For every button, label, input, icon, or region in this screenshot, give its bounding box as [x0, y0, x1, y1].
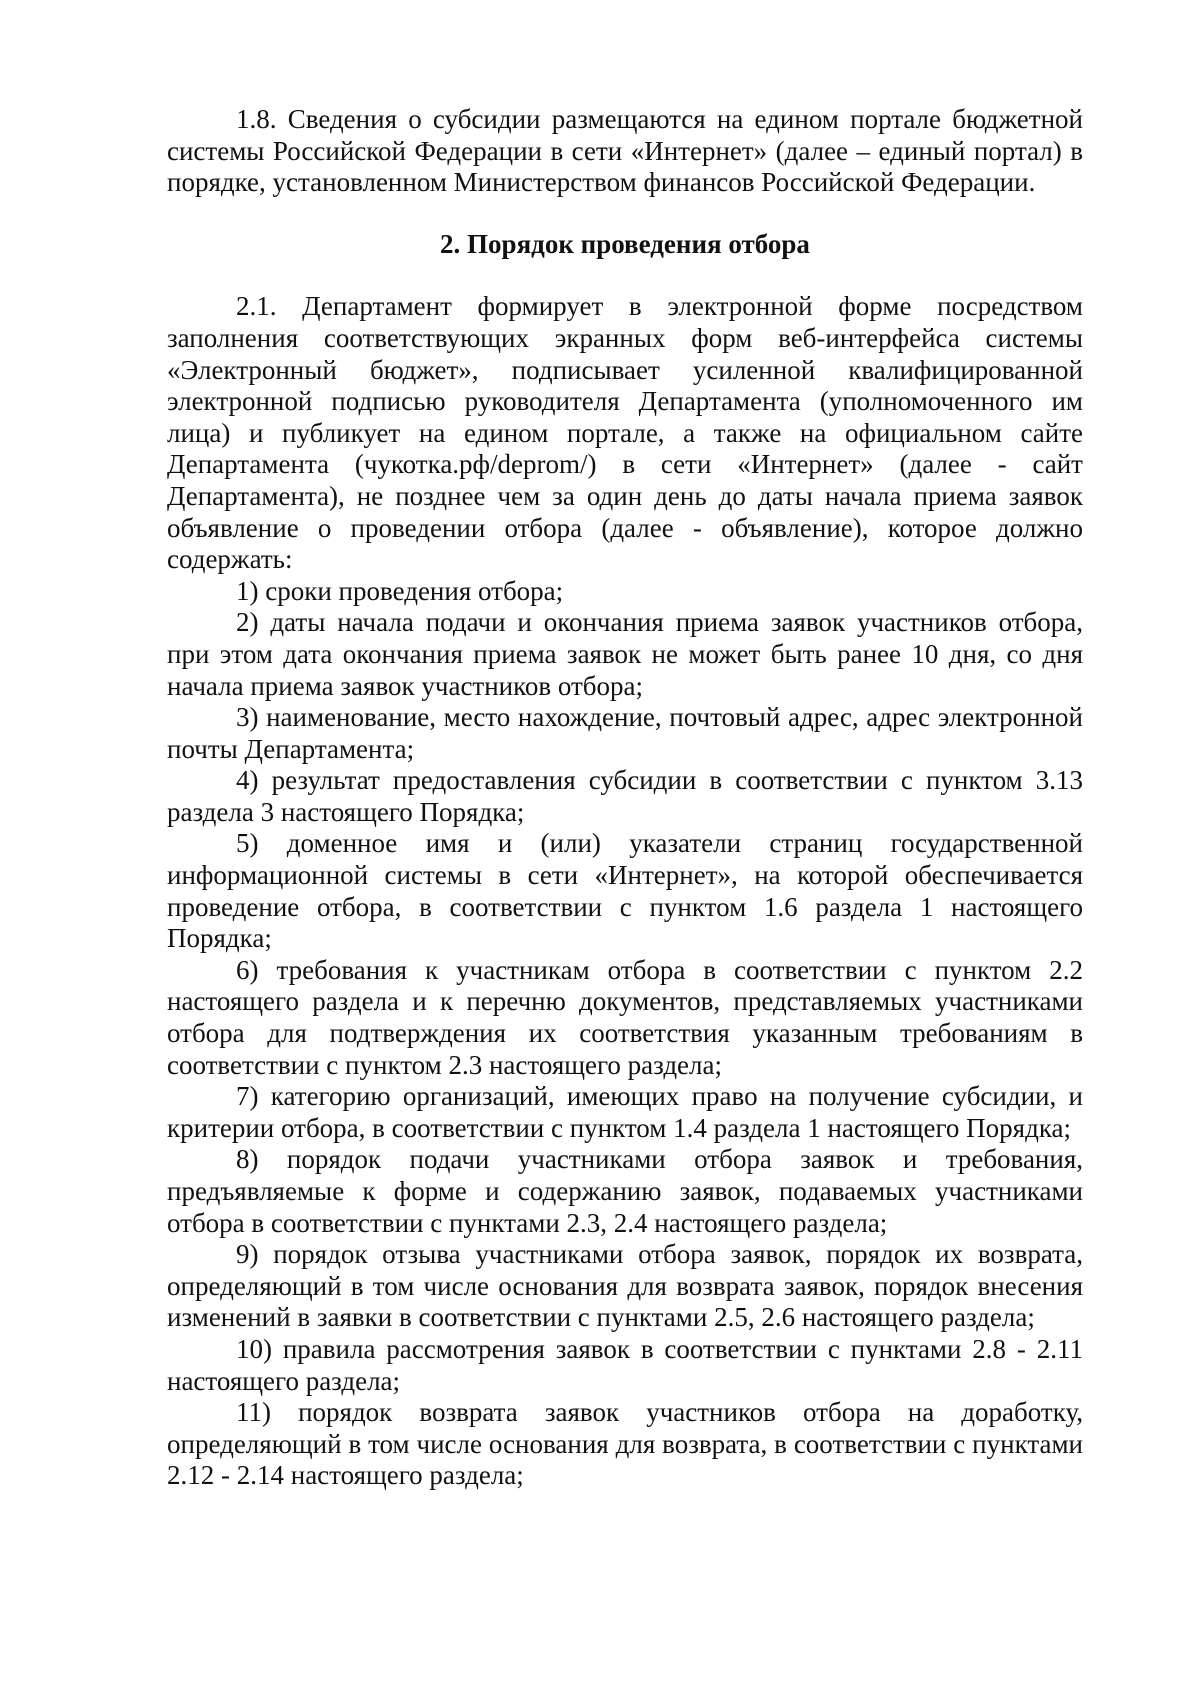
- list-item-6: 6) требования к участникам отбора в соответствии с пунктом 2.2 настоящего раздела и к перечню документов, представляемых участниками отбора для подтверждения их соответствия указанным требованиям в соответствии с пунктом 2.3 настоящего раздела;: [167, 954, 1083, 1080]
- list-item-4: 4) результат предоставления субсидии в соответствии с пунктом 3.13 раздела 3 настоящего Порядка;: [167, 765, 1083, 827]
- list-item-7: 7) категорию организаций, имеющих право на получение субсидии, и критерии отбора, в соответствии с пунктом 1.4 раздела 1 настоящего Порядка;: [167, 1081, 1083, 1143]
- list-item-5: 5) доменное имя и (или) указатели страниц государственной информационной системы в сети «Интернет», на которой обеспечивается проведение отбора, в соответствии с пунктом 1.6 раздела 1 настоящего Порядка;: [167, 828, 1083, 954]
- list-item-2: 2) даты начала подачи и окончания приема заявок участников отбора, при этом дата окончания приема заявок не может быть ранее 10 дня, со дня начала приема заявок участников отбора;: [167, 607, 1083, 701]
- paragraph-1-8: 1.8. Сведения о субсидии размещаются на едином портале бюджетной системы Российской Федерации в сети «Интернет» (далее – единый портал) в порядке, установленном Министерством финансов Российской Федерации.: [167, 104, 1083, 198]
- list-item-3: 3) наименование, место нахождение, почтовый адрес, адрес электронной почты Департамента;: [167, 702, 1083, 764]
- list-item-1: 1) сроки проведения отбора;: [236, 575, 564, 606]
- list-item-8: 8) порядок подачи участниками отбора заявок и требования, предъявляемые к форме и содержанию заявок, подаваемых участниками отбора в соответствии с пунктами 2.3, 2.4 настоящего раздела;: [167, 1144, 1083, 1238]
- document-page: [167, 104, 1083, 1492]
- paragraph-2-1: 2.1. Департамент формирует в электронной форме посредством заполнения соответствующих экранных форм веб-интерфейса системы «Электронный бюджет», подписывает усиленной квалифицированной электронной подписью руководителя Департамента (уполномоченного им лица) и публикует на едином портале, а также на официальном сайте Департамента (чукотка.рф/deprom/) в сети «Интернет» (далее - сайт Департамента), не позднее чем за один день до даты начала приема заявок объявление о проведении отбора (далее - объявление), которое должно содержать:: [167, 291, 1083, 575]
- list-item-10: 10) правила рассмотрения заявок в соответствии с пунктами 2.8 - 2.11 настоящего раздела;: [167, 1333, 1083, 1396]
- section-2-heading: 2. Порядок проведения отбора: [440, 228, 810, 259]
- list-item-11: 11) порядок возврата заявок участников отбора на доработку, определяющий в том числе основания для возврата, в соответствии с пунктами 2.12 - 2.14 настоящего раздела;: [167, 1397, 1083, 1491]
- list-item-9: 9) порядок отзыва участниками отбора заявок, порядок их возврата, определяющий в том числе основания для возврата заявок, порядок внесения изменений в заявки в соответствии с пунктами 2.5, 2.6 настоящего раздела;: [167, 1239, 1083, 1333]
